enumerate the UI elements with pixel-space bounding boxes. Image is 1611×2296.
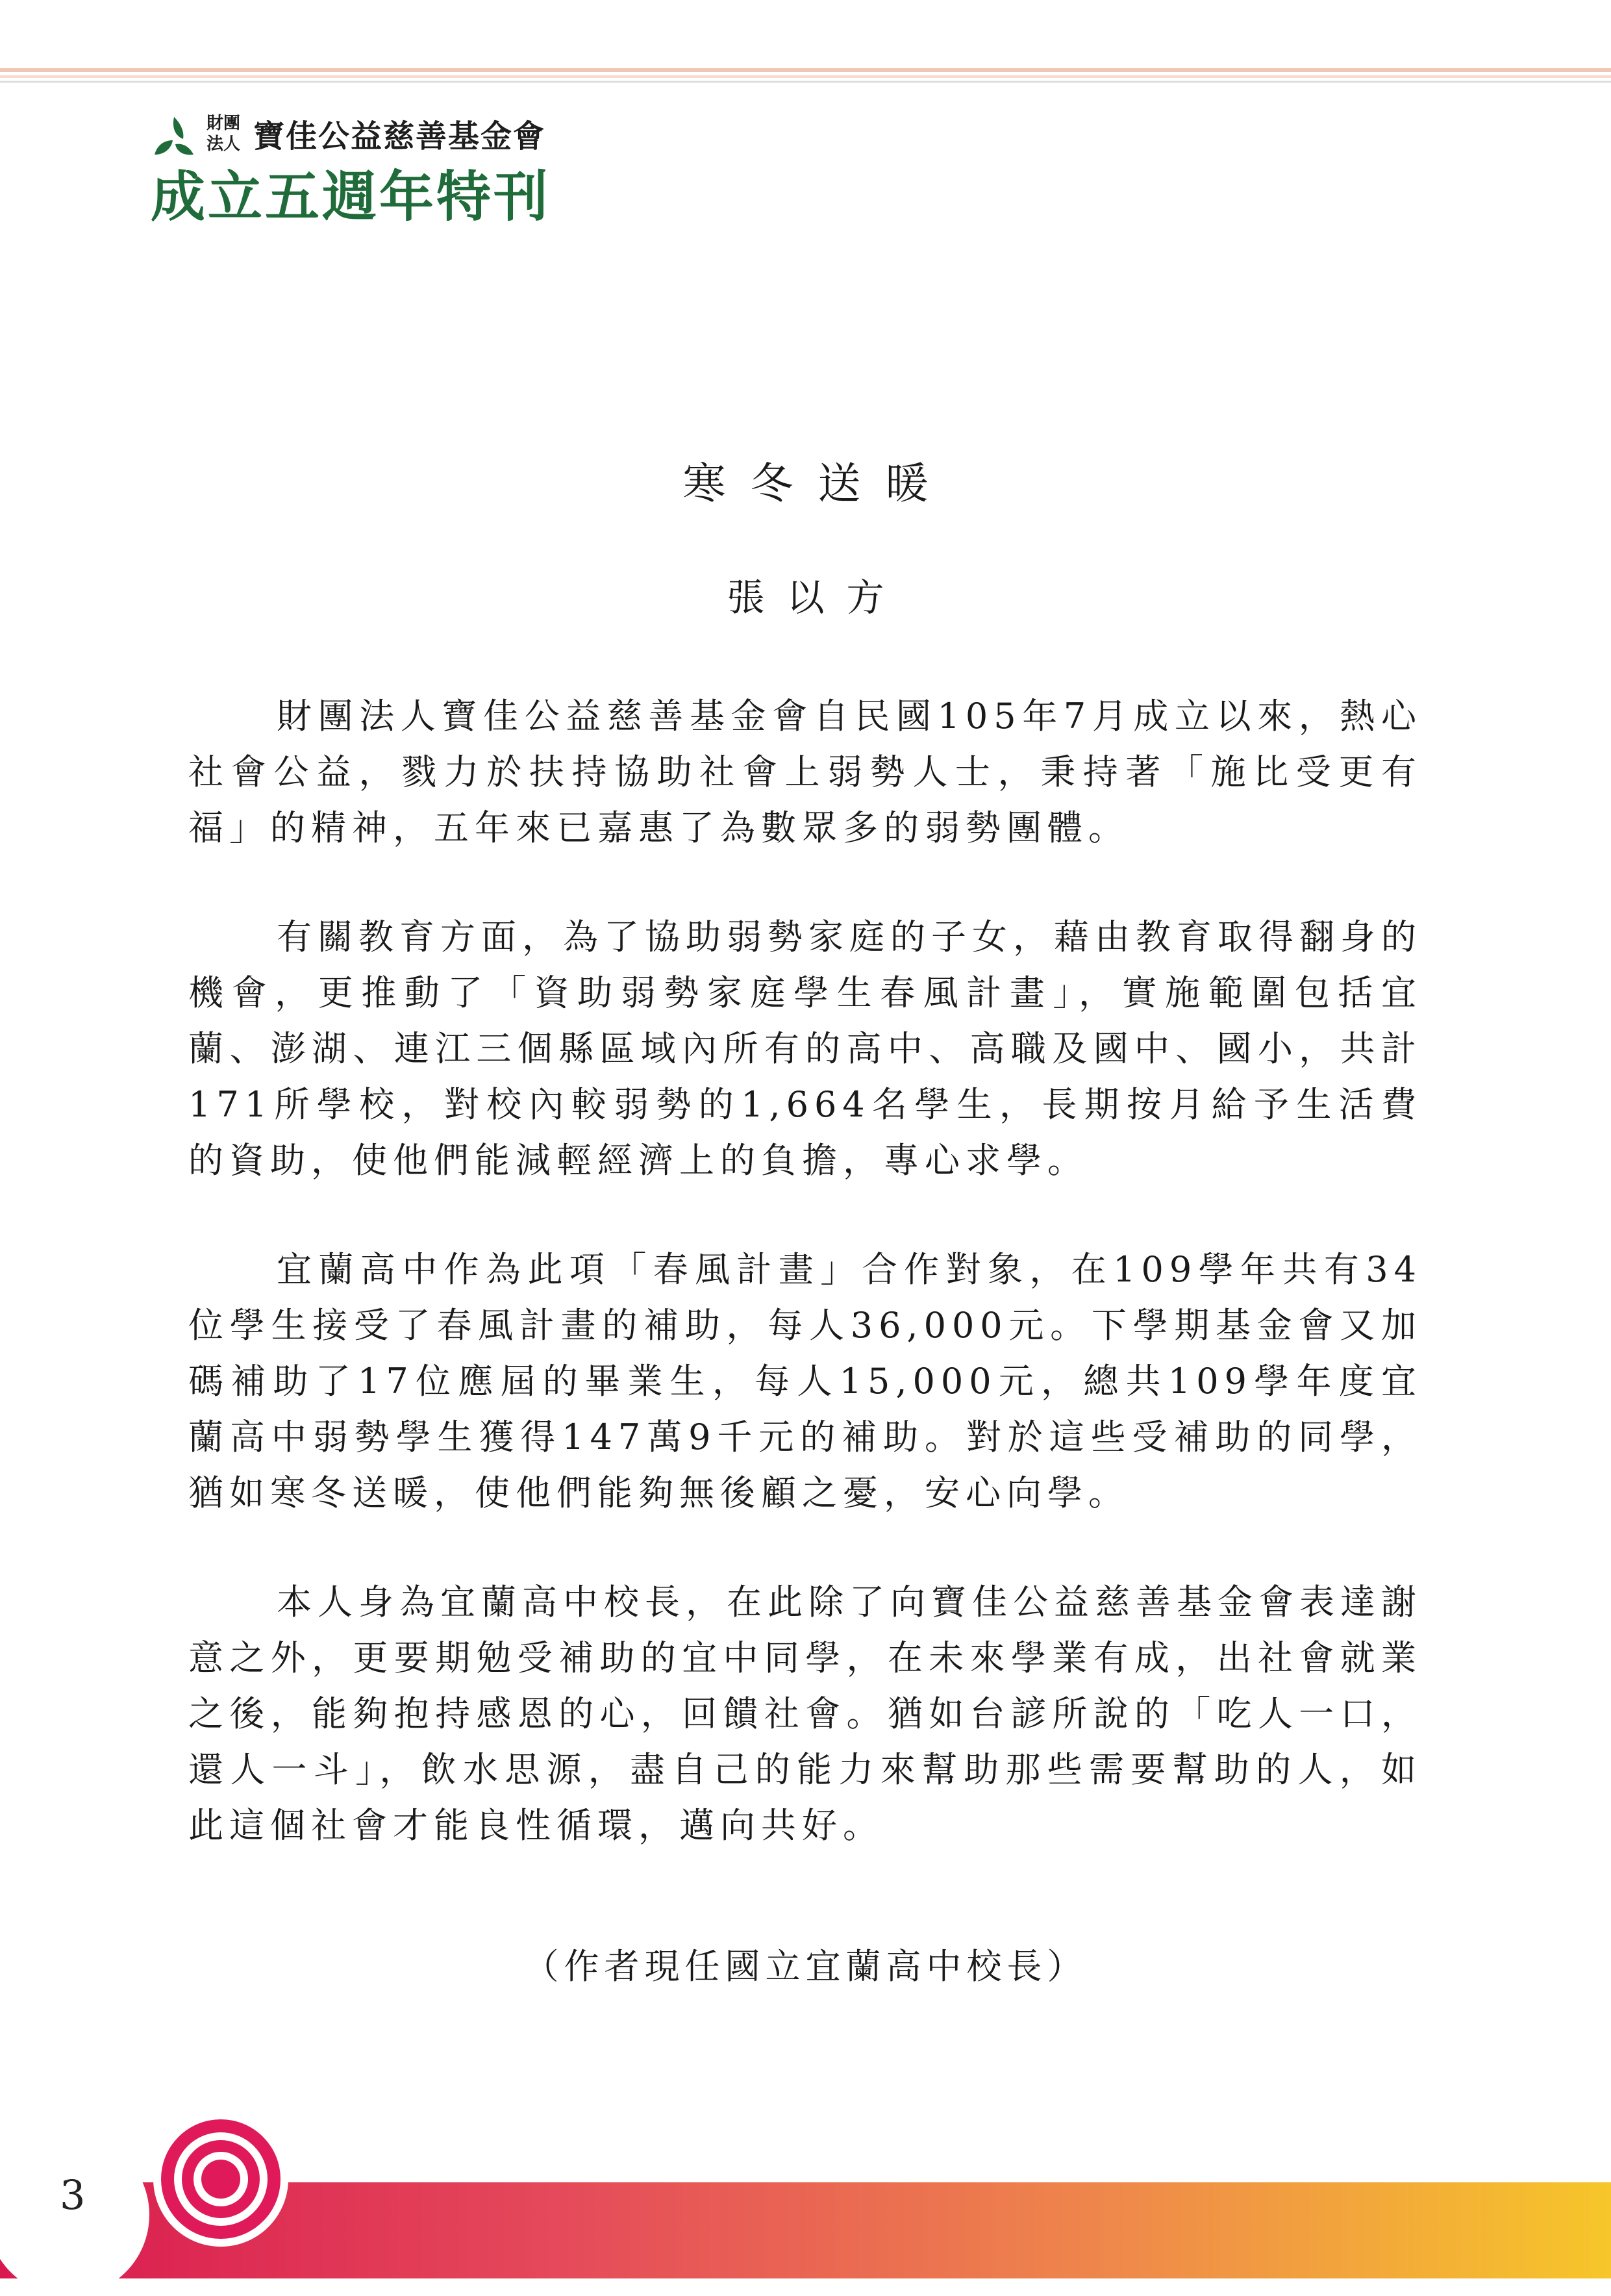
article-paragraph: 本人身為宜蘭高中校長，在此除了向寶佳公益慈善基金會表達謝意之外，更要期勉受補助的宜中同學，在未來學業有成，出社會就業之後，能夠抱持感恩的心，回饋社會。猶如台諺所說的「吃人一口，還人一斗」，飲水思源，盡自己的能力來幫助那些需要幫助的人，如此這個社會才能良性循環，邁向共好。 [188,1582,1422,1846]
foundation-header [151,109,605,233]
org-name: 寶佳公益慈善基金會 [253,118,546,155]
org-prefix: 財團 法人 [206,114,241,154]
article-title: 寒冬送暖 [682,459,953,509]
article-author: 張以方 [727,575,906,620]
article-paragraph: 財團法人寶佳公益慈善基金會自民國105年7月成立以來，熱心社會公益，戮力於扶持協助社會上弱勢人士，秉持著「施比受更有福」的精神，五年來已嘉惠了為數眾多的弱勢團體。 [188,696,1422,848]
publication-title: 成立五週年特刊 [151,164,551,229]
page-number: 3 [60,2171,86,2219]
concentric-ring-icon [149,2108,292,2251]
top-decorative-lines [0,0,1611,91]
article-paragraph: 宜蘭高中作為此項「春風計畫」合作對象，在109學年共有34位學生接受了春風計畫的補助，每人36,000元。下學期基金會又加碼補助了17位應屆的畢業生，每人15,000元，總共109學年度宜蘭高中弱勢學生獲得147萬9千元的補助。對於這些受補助的同學，猶如寒冬送暖，使他們能夠無後顧之憂，安心向學。 [188,1249,1422,1513]
triangle-leaf-logo-icon [151,114,197,161]
article-body [188,688,1422,1907]
article-paragraph: 有關教育方面，為了協助弱勢家庭的子女，藉由教育取得翻身的機會，更推動了「資助弱勢家庭學生春風計畫」，實施範圍包括宜蘭、澎湖、連江三個縣區域內所有的高中、高職及國中、國小，共計171所學校，對校內較弱勢的1,664名學生，長期按月給予生活費的資助，使他們能減輕經濟上的負擔，專心求學。 [188,916,1422,1181]
author-footnote: （作者現任國立宜蘭高中校長） [523,1946,1088,1987]
